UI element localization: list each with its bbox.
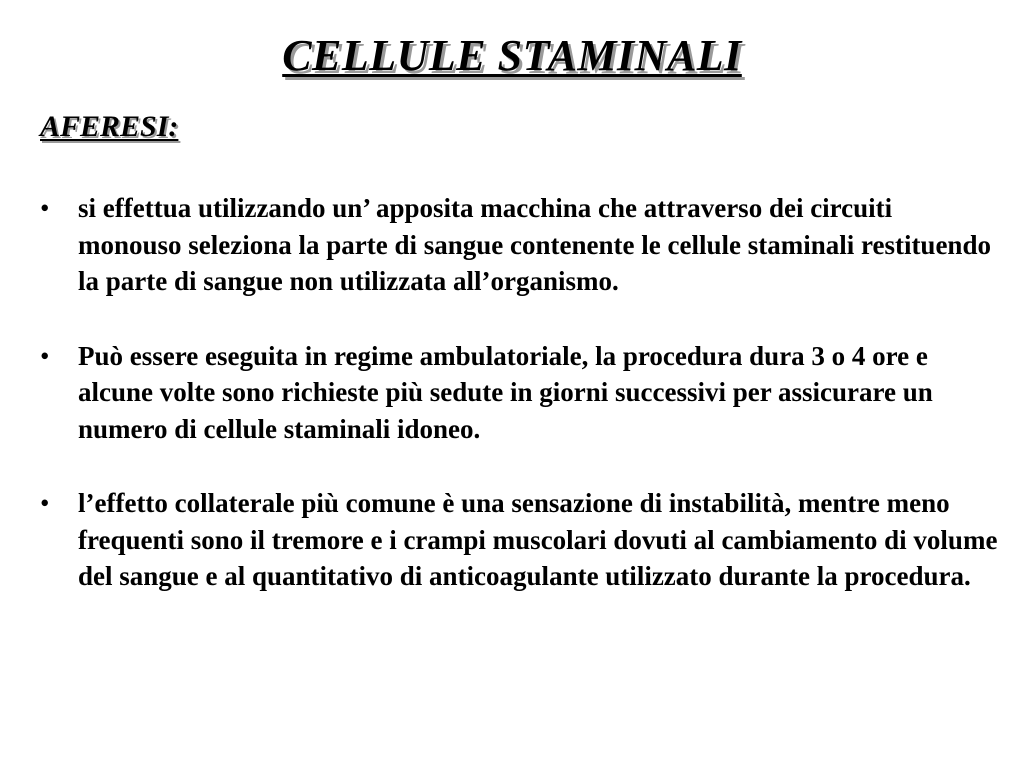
bullet-list [40, 190, 1000, 633]
bullet-text: Può essere eseguita in regime ambulatoriale, la procedura dura 3 o 4 ore e alcune volte sono richieste più sedute in giorni successivi per assicurare un numero di cellule staminali idoneo. [78, 340, 933, 444]
bullet-item [40, 485, 1000, 595]
bullet-item [40, 338, 1000, 448]
slide-title: CELLULE STAMINALI [282, 31, 742, 80]
bullet-item [40, 190, 1000, 300]
bullet-icon: • [40, 193, 50, 223]
bullet-text: si effettua utilizzando un’ apposita macchina che attraverso dei circuiti monouso seleziona la parte di sangue contenente le cellule staminali restituendo la parte di sangue non utilizzata all’organismo. [78, 193, 991, 296]
bullet-icon: • [40, 488, 50, 518]
bullet-icon: • [40, 340, 50, 371]
bullet-text: l’effetto collaterale più comune è una sensazione di instabilità, mentre meno frequenti sono il tremore e i crampi muscolari dovuti al cambiamento di volume del sangue e al quantitativo di anticoagulante utilizzato durante la procedura. [78, 488, 998, 591]
section-heading: AFERESI: [40, 110, 179, 143]
